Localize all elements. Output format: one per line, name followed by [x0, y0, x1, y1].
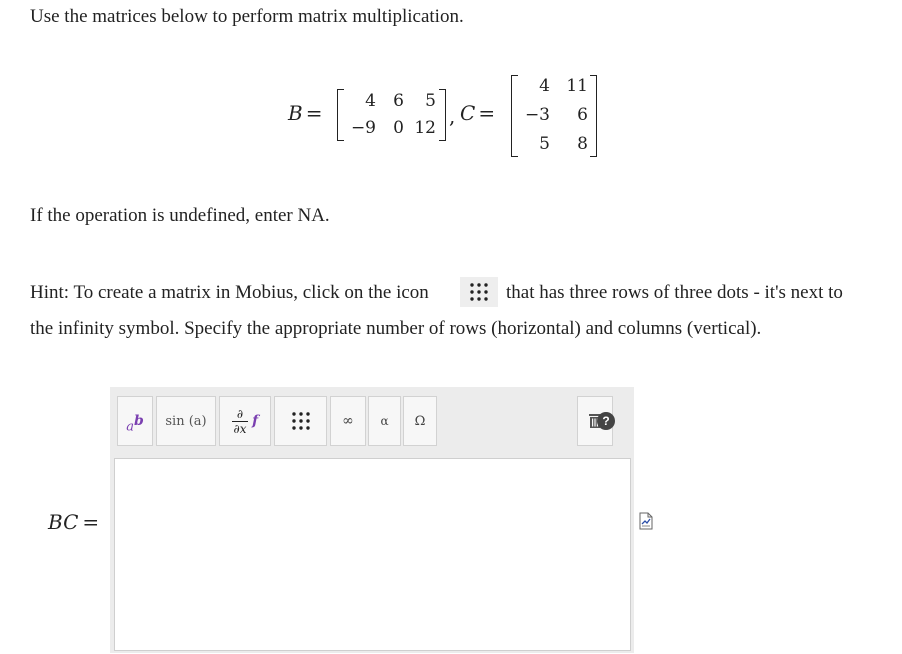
- matrix-c-cell: 11: [566, 76, 588, 96]
- exponent-icon: [126, 413, 144, 434]
- matrix-c-equals: =: [478, 101, 496, 125]
- matrix-b-cell: 5: [425, 91, 436, 111]
- matrix-c-cell: 8: [577, 134, 588, 154]
- matrix-c-cell: −3: [524, 105, 550, 125]
- partial-denominator: ∂x: [233, 421, 247, 436]
- matrix-b-left-bracket: [337, 89, 344, 141]
- matrix-b-cell: 12: [414, 118, 436, 138]
- answer-input[interactable]: [114, 458, 631, 651]
- hint-text-line2: the infinity symbol. Specify the appropriate number of rows (horizontal) and columns (vertical).: [30, 318, 762, 339]
- matrix-c-cell: 6: [577, 105, 588, 125]
- matrix-c-right-bracket: [590, 75, 597, 157]
- preview-button[interactable]: [638, 512, 654, 530]
- help-button[interactable]: [589, 396, 623, 446]
- matrix-b-right-bracket: [439, 89, 446, 141]
- matrix-b-cell: 4: [365, 91, 376, 111]
- function-button[interactable]: [156, 396, 216, 446]
- partial-f: f: [252, 413, 259, 429]
- exponent-button[interactable]: [117, 396, 153, 446]
- infinity-button[interactable]: [330, 396, 366, 446]
- greek-uppercase-button[interactable]: [403, 396, 437, 446]
- alpha-icon: α: [380, 414, 389, 428]
- help-icon: ?: [597, 412, 615, 430]
- greek-lowercase-button[interactable]: [368, 396, 401, 446]
- matrix-c-cell: 5: [539, 134, 550, 154]
- answer-label: [48, 510, 99, 534]
- matrix-b-cell: 6: [393, 91, 404, 111]
- matrix-separator-comma: ,: [449, 104, 456, 128]
- hint-text-part1: Hint: To create a matrix in Mobius, click on the icon: [30, 282, 429, 303]
- partial-derivative-icon: [232, 407, 258, 436]
- hint-text-part2: that has three rows of three dots - it's next to: [506, 282, 843, 303]
- undefined-note: If the operation is undefined, enter NA.: [30, 205, 330, 226]
- matrix-b-name: B: [288, 101, 303, 125]
- preview-document-icon: [638, 512, 654, 530]
- matrix-b-equals: =: [305, 101, 323, 125]
- question-intro: Use the matrices below to perform matrix multiplication.: [30, 6, 464, 27]
- answer-label-name: BC: [48, 510, 79, 534]
- matrix-dots-icon: [286, 406, 316, 436]
- derivative-button[interactable]: [219, 396, 271, 446]
- exponent-icon-power: b: [133, 413, 144, 430]
- answer-label-equals: =: [82, 510, 100, 534]
- partial-numerator: ∂: [232, 407, 248, 422]
- matrix-b-cell: 0: [393, 118, 404, 138]
- matrix-c-left-bracket: [511, 75, 518, 157]
- matrix-c-cell: 4: [539, 76, 550, 96]
- omega-icon: Ω: [414, 413, 426, 429]
- sin-function-icon: sin (a): [165, 413, 207, 429]
- matrix-b-cell: −9: [350, 118, 376, 138]
- matrix-dots-icon-inline: [460, 277, 498, 307]
- infinity-icon: ∞: [342, 413, 354, 429]
- exponent-icon-base: a: [126, 419, 134, 435]
- matrix-c-name: C: [460, 101, 476, 125]
- matrix-button[interactable]: [274, 396, 327, 446]
